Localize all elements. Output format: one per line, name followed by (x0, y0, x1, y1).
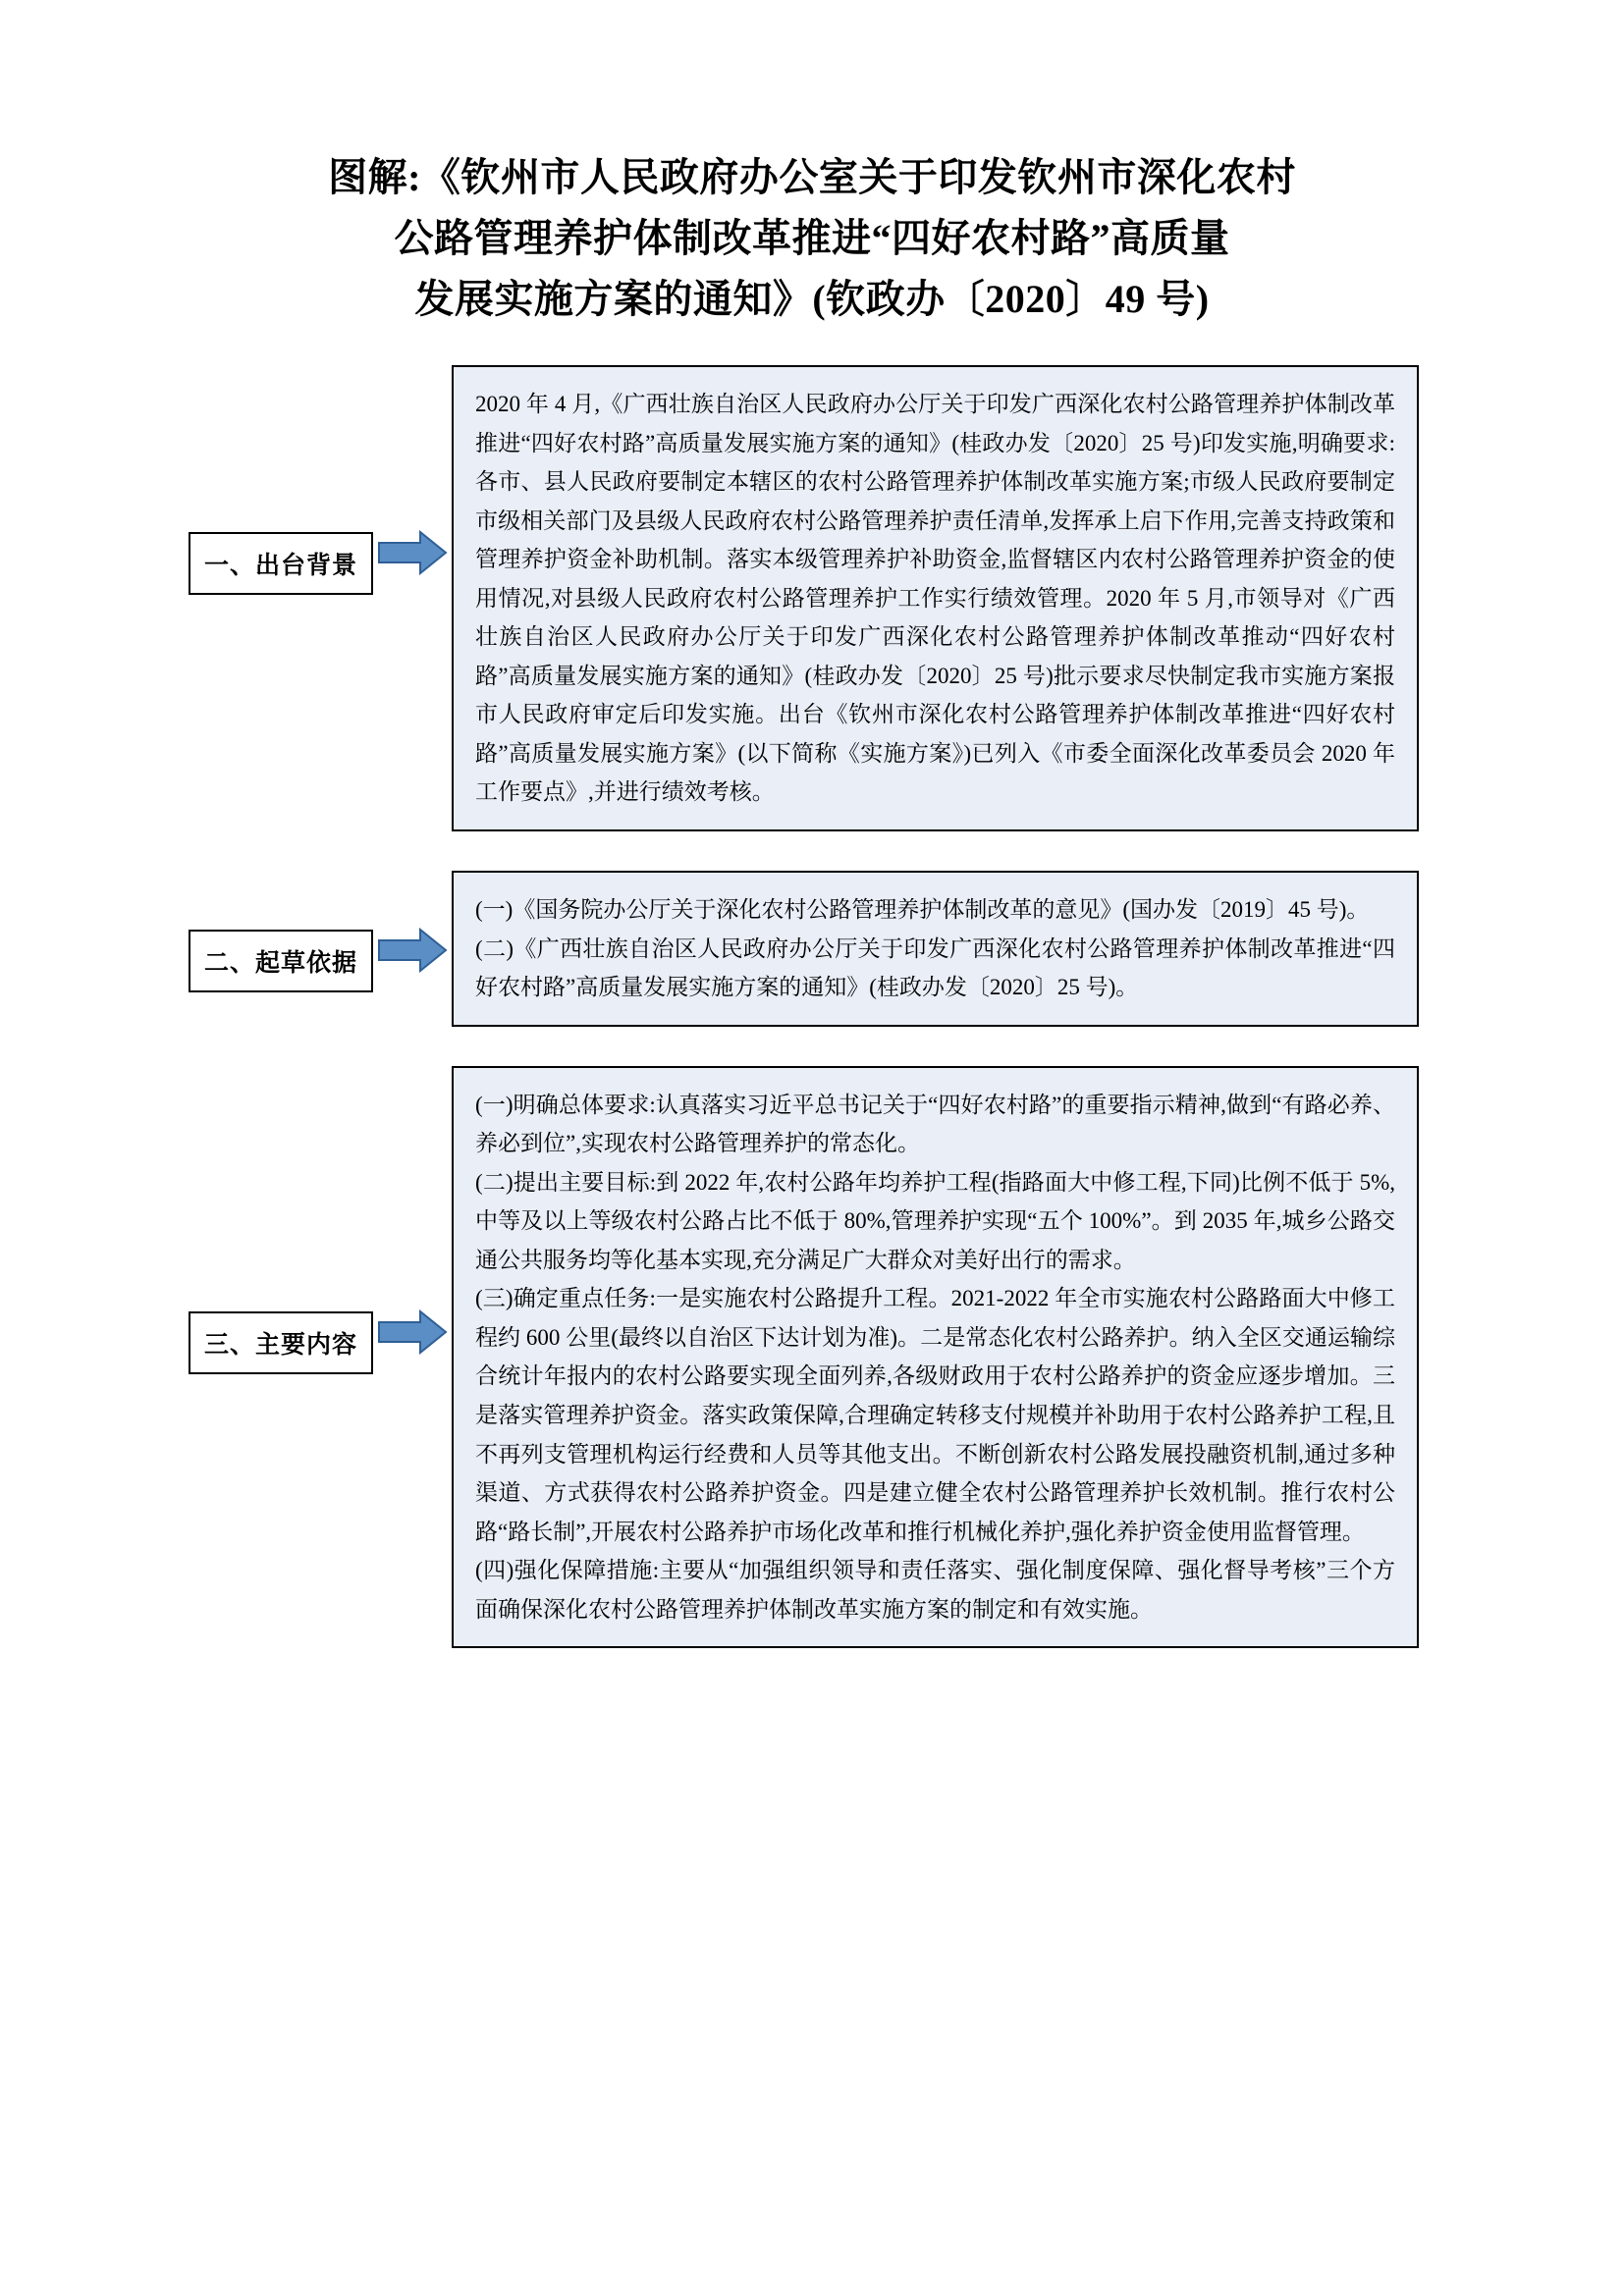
section-3-paragraph-3: (三)确定重点任务:一是实施农村公路提升工程。2021-2022 年全市实施农村公路路面大中修工程约 600 公里(最终以自治区下达计划为准)。二是常态化农村公路养护。纳入全区交通运输综合统计年报内的农村公路要实现全面列养,各级财政用于农村公路养护的资金应逐步增加。三是落实管理养护资金。落实政策保障,合理确定转移支付规模并补助用于农村公路养护工程,且不再列支管理机构运行经费和人员等其他支出。不断创新农村公路发展投融资机制,通过多种渠道、方式获得农村公路养护资金。四是建立健全农村公路管理养护长效机制。推行农村公路“路长制”,开展农村公路养护市场化改革和推行机械化养护,强化养护资金使用监督管理。 (475, 1286, 1395, 1544)
section-3-paragraph-1: (一)明确总体要求:认真落实习近平总书记关于“四好农村路”的重要指示精神,做到“有路必养、养必到位”,实现农村公路管理养护的常态化。 (475, 1092, 1395, 1156)
section-label-2: 二、起草依据 (189, 930, 373, 992)
section-2-paragraph-2: (二)《广西壮族自治区人民政府办公厅关于印发广西深化农村公路管理养护体制改革推进“四好农村路”高质量发展实施方案的通知》(桂政办发〔2020〕25 号)。 (475, 935, 1395, 1000)
section-basis (0, 871, 1624, 1027)
section-main-content (0, 1066, 1624, 1649)
section-3-paragraph-4: (四)强化保障措施:主要从“加强组织领导和责任落实、强化制度保障、强化督导考核”三个方面确保深化农村公路管理养护体制改革实施方案的制定和有效实施。 (475, 1558, 1395, 1622)
page-title-line-3: 发展实施方案的通知》(钦政办〔2020〕49 号) (414, 277, 1210, 321)
section-content-1 (452, 365, 1419, 831)
section-2-paragraph-1: (一)《国务院办公厅关于深化农村公路管理养护体制改革的意见》(国办发〔2019〕45 号)。 (475, 897, 1370, 923)
page-title-line-1: 图解:《钦州市人民政府办公室关于印发钦州市深化农村 (328, 155, 1296, 199)
arrow-icon-2 (373, 871, 452, 973)
section-3-paragraph-2: (二)提出主要目标:到 2022 年,农村公路年均养护工程(指路面大中修工程,下同)比例不低于 5%,中等及以上等级农村公路占比不低于 80%,管理养护实现“五个 100%”。到 2035 年,城乡公路交通公共服务均等化基本实现,充分满足广大群众对美好出行的需求。 (475, 1169, 1395, 1272)
section-label-column-1 (0, 365, 373, 595)
page-title (159, 0, 1465, 330)
section-label-1: 一、出台背景 (189, 532, 373, 595)
arrow-icon-1 (373, 365, 452, 575)
section-label-column-2 (0, 871, 373, 992)
sections-container (0, 365, 1624, 1648)
section-content-2 (452, 871, 1419, 1027)
section-content-3 (452, 1066, 1419, 1649)
section-label-3: 三、主要内容 (189, 1311, 373, 1374)
section-1-paragraph-1: 2020 年 4 月,《广西壮族自治区人民政府办公厅关于印发广西深化农村公路管理养护体制改革推进“四好农村路”高质量发展实施方案的通知》(桂政办发〔2020〕25 号)印发实施,明确要求:各市、县人民政府要制定本辖区的农村公路管理养护体制改革实施方案;市级人民政府要制定市级相关部门及县级人民政府农村公路管理养护责任清单,发挥承上启下作用,完善支持政策和管理养护资金补助机制。落实本级管理养护补助资金,监督辖区内农村公路管理养护资金的使用情况,对县级人民政府农村公路管理养护工作实行绩效管理。2020 年 5 月,市领导对《广西壮族自治区人民政府办公厅关于印发广西深化农村公路管理养护体制改革推动“四好农村路”高质量发展实施方案的通知》(桂政办发〔2020〕25 号)批示要求尽快制定我市实施方案报市人民政府审定后印发实施。出台《钦州市深化农村公路管理养护体制改革推进“四好农村路”高质量发展实施方案》(以下简称《实施方案》)已列入《市委全面深化改革委员会 2020 年工作要点》,并进行绩效考核。 (475, 392, 1395, 805)
arrow-icon-3 (373, 1066, 452, 1355)
section-background (0, 365, 1624, 831)
page-title-line-2: 公路管理养护体制改革推进“四好农村路”高质量 (394, 216, 1230, 260)
section-label-column-3 (0, 1066, 373, 1374)
